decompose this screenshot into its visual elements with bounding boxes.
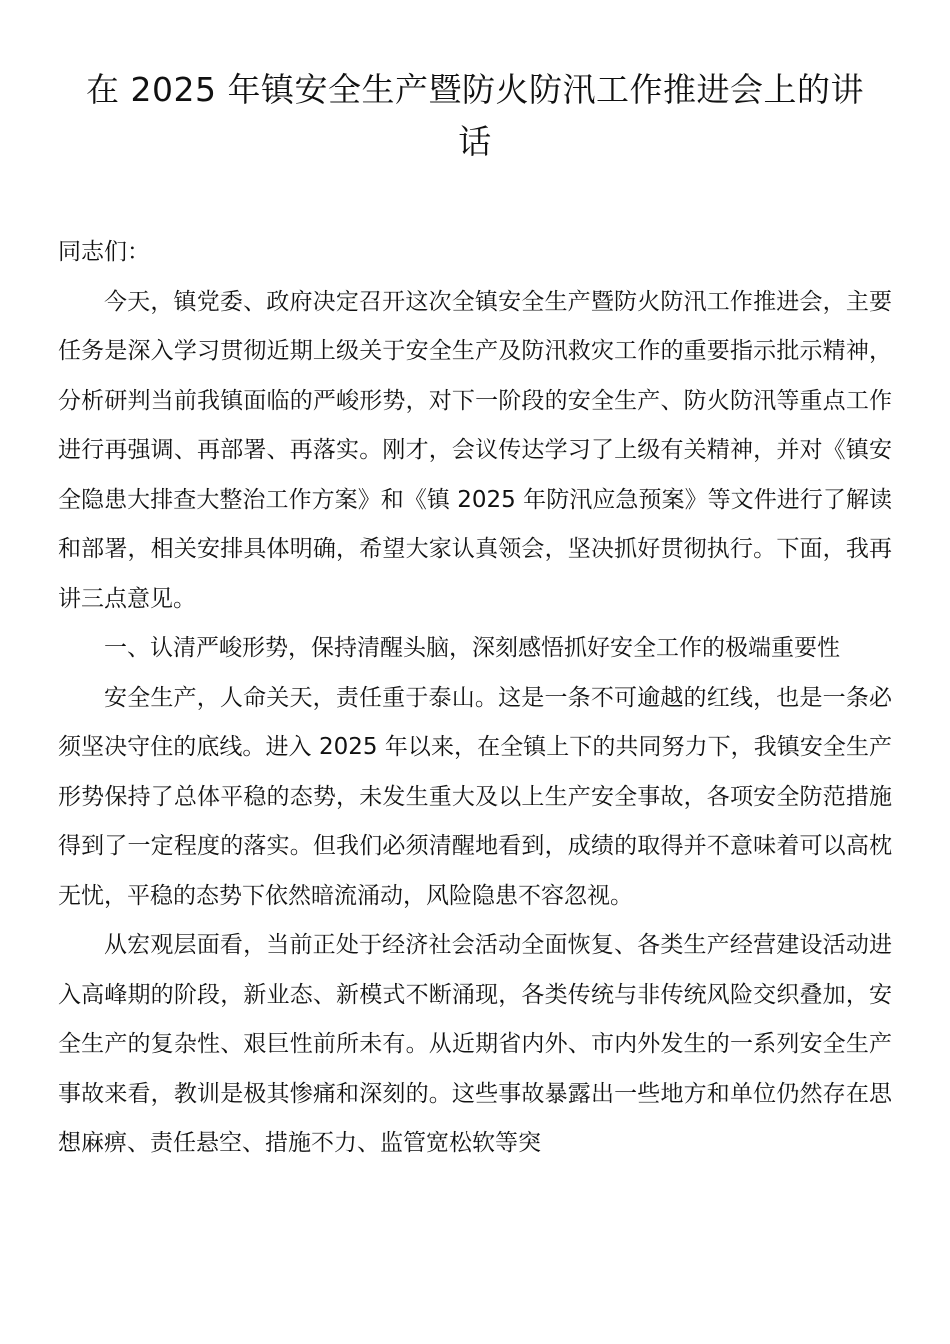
paragraph-macro: 从宏观层面看，当前正处于经济社会活动全面恢复、各类生产经营建设活动进入高峰期的阶段，新业态、新模式不断涌现，各类传统与非传统风险交织叠加，安全生产的复杂性、艰巨性前所未有。从近期省内外、市内外发生的一系列安全生产事故来看，教训是极其惨痛和深刻的。这些事故暴露出一些地方和单位仍然存在思想麻痹、责任悬空、措施不力、监管宽松软等突	[58, 932, 892, 1156]
document-body	[58, 228, 892, 1169]
salutation: 同志们：	[58, 239, 150, 265]
section-heading-1: 一、认清严峻形势，保持清醒头脑，深刻感悟抓好安全工作的极端重要性	[104, 635, 840, 661]
paragraph-safety: 安全生产，人命关天，责任重于泰山。这是一条不可逾越的红线，也是一条必须坚决守住的底线。进入 2025 年以来，在全镇上下的共同努力下，我镇安全生产形势保持了总体平稳的态势，未发生重大及以上生产安全事故，各项安全防范措施得到了一定程度的落实。但我们必须清醒地看到，成绩的取得并不意味着可以高枕无忧，平稳的态势下依然暗流涌动，风险隐患不容忽视。	[58, 684, 892, 909]
paragraph-intro: 今天，镇党委、政府决定召开这次全镇安全生产暨防火防汛工作推进会，主要任务是深入学习贯彻近期上级关于安全生产及防汛救灾工作的重要指示批示精神，分析研判当前我镇面临的严峻形势，对下一阶段的安全生产、防火防汛等重点工作进行再强调、再部署、再落实。刚才，会议传达学习了上级有关精神，并对《镇安全隐患大排查大整治工作方案》和《镇 2025 年防汛应急预案》等文件进行了解读和部署，相关安排具体明确，希望大家认真领会，坚决抓好贯彻执行。下面，我再讲三点意见。	[58, 288, 892, 612]
document-title: 在 2025 年镇安全生产暨防火防汛工作推进会上的讲话	[86, 70, 864, 161]
